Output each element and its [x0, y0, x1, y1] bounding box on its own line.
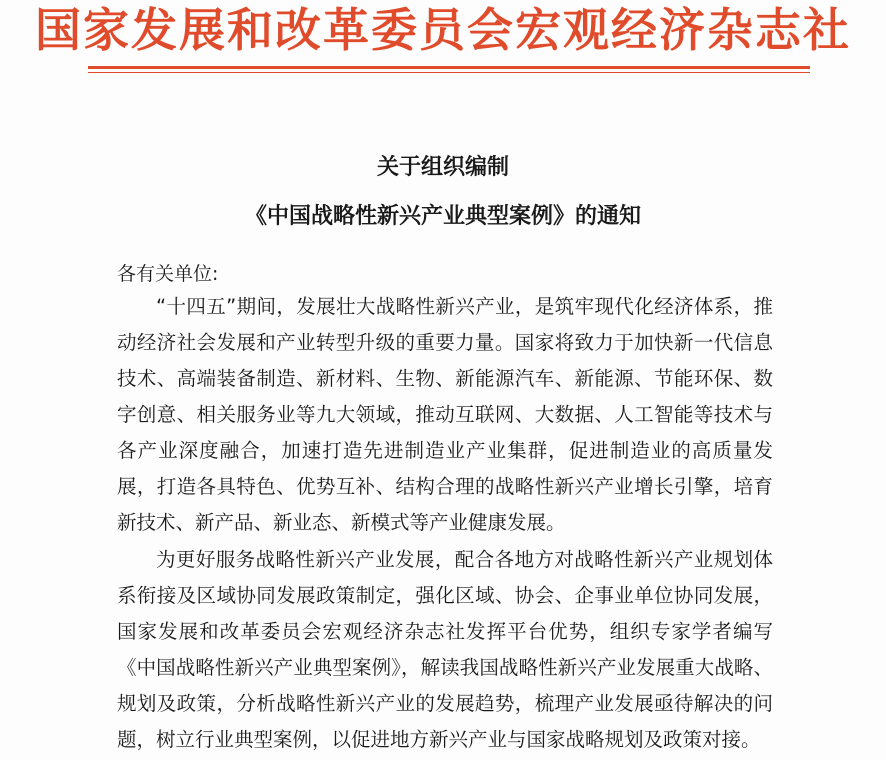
notice-title-line-2: 《中国战略性新兴产业典型案例》的通知: [244, 203, 641, 229]
salutation: 各有关单位:: [117, 263, 219, 285]
letterhead-org-name: 国家发展和改革委员会宏观经济杂志社: [35, 3, 851, 57]
body-paragraph-1: “十四五”期间，发展壮大战略性新兴产业，是筑牢现代化经济体系，推动经济社会发展和产业转型升级的重要力量。国家将致力于加快新一代信息技术、高端装备制造、新材料、生物、新能源汽车、新能源、节能环保、数字创意、相关服务业等九大领域，推动互联网、大数据、人工智能等技术与各产业深度融合，加速打造先进制造业产业集群，促进制造业的高质量发展，打造各具特色、优势互补、结构合理的战略性新兴产业增长引擎，培育新技术、新产品、新业态、新模式等产业健康发展。: [117, 295, 773, 534]
letterhead-rule-thin: [88, 72, 810, 73]
notice-title-line-1: 关于组织编制: [376, 154, 509, 180]
body-paragraph-2: 为更好服务战略性新兴产业发展，配合各地方对战略性新兴产业规划体系衔接及区域协同发展政策制定，强化区域、协会、企事业单位协同发展，国家发展和改革委员会宏观经济杂志社发挥平台优势，组织专家学者编写《中国战略性新兴产业典型案例》，解读我国战略性新兴产业发展重大战略、规划及政策，分析战略性新兴产业的发展趋势，梳理产业发展亟待解决的问题，树立行业典型案例，以促进地方新兴产业与国家战略规划及政策对接。: [117, 548, 773, 751]
letterhead-rule-thick: [88, 66, 810, 69]
